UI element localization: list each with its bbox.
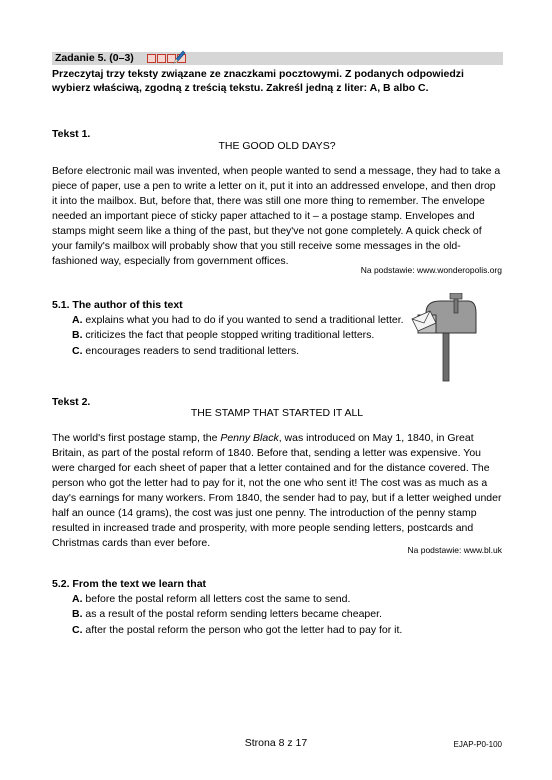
exam-code: EJAP-P0-100 xyxy=(453,740,502,749)
option-letter: B. xyxy=(72,608,83,620)
task-number: Zadanie 5. (0–3) xyxy=(55,52,134,64)
text1-body: Before electronic mail was invented, when people wanted to send a message, they had to take a piece of paper, use a pen to write a letter on it, put it into an addressed envelope, and then drop it into the mailbox. But, before that, there was still one more thing to remember. The envelope needed an important piece of sticky paper attached to it – a postage stamp. Envelopes and stamps might seem like a thing of the past, but they've not gone completely. A quick check of your family's mailbox will probably show that you still receive some messages in the old-fashioned way, especially from government offices. xyxy=(52,165,501,267)
text2-body-start: The world's first postage stamp, the xyxy=(52,432,221,444)
text1-source: Na podstawie: www.wonderopolis.org xyxy=(360,265,502,275)
text2-body-rest: , was introduced on May 1, 1840, in Great Britain, as part of the postal reform of 1840. Before that, sending a letter was expensive. You were charged for each sheet of paper that a letter contained and for the distance covered. The person who got the letter had to pay for it, not the one who sent it! The cost was as much as a day's earnings for many workers. From 1840, the sender had to pay, but if a letter weighed under half an ounce (14 grams), the cost was just one penny. The introduction of the penny stamp resulted in increased trade and prosperity, with more people sending letters, postcards and Christmas cards than ever before. xyxy=(52,432,502,549)
option-letter: A. xyxy=(72,314,83,326)
option-letter: A. xyxy=(72,593,83,605)
option-text: encourages readers to send traditional letters. xyxy=(85,345,300,357)
option-letter: B. xyxy=(72,329,83,341)
question-5-1-title: 5.1. The author of this text xyxy=(52,299,183,311)
text1-label: Tekst 1. xyxy=(52,128,91,140)
option-text: as a result of the postal reform sending letters became cheaper. xyxy=(85,608,382,620)
option-letter: C. xyxy=(72,345,83,357)
text2-title: THE STAMP THAT STARTED IT ALL xyxy=(190,407,364,419)
question-5-2-title: 5.2. From the text we learn that xyxy=(52,578,207,590)
pencil-icon xyxy=(172,49,186,65)
mailbox-illustration xyxy=(410,293,480,383)
text2-label: Tekst 2. xyxy=(52,396,91,408)
q1-option-b[interactable] xyxy=(72,328,374,342)
penny-black-name: Penny Black xyxy=(220,432,279,444)
page-number: Strona 8 z 17 xyxy=(244,737,308,749)
option-letter: C. xyxy=(72,624,83,636)
option-text: explains what you had to do if you wanted to send a traditional letter. xyxy=(85,314,404,326)
q2-option-b[interactable] xyxy=(72,607,382,621)
q2-option-a[interactable] xyxy=(72,592,350,606)
q2-option-c[interactable] xyxy=(72,623,402,637)
option-text: before the postal reform all letters cost the same to send. xyxy=(85,593,351,605)
text1-title: THE GOOD OLD DAYS? xyxy=(218,140,336,152)
option-text: after the postal reform the person who got the letter had to pay for it. xyxy=(85,624,403,636)
text2-body xyxy=(52,431,502,551)
option-text: criticizes the fact that people stopped writing traditional letters. xyxy=(85,329,375,341)
text2-source: Na podstawie: www.bl.uk xyxy=(407,545,502,555)
q1-option-a[interactable] xyxy=(72,313,404,327)
q1-option-c[interactable] xyxy=(72,344,299,358)
task-instruction: Przeczytaj trzy teksty związane ze znaczkami pocztowymi. Z podanych odpowiedzi wybierz właściwą, zgodną z treścią tekstu. Zakreśl jedną z liter: A, B albo C. xyxy=(52,68,464,94)
